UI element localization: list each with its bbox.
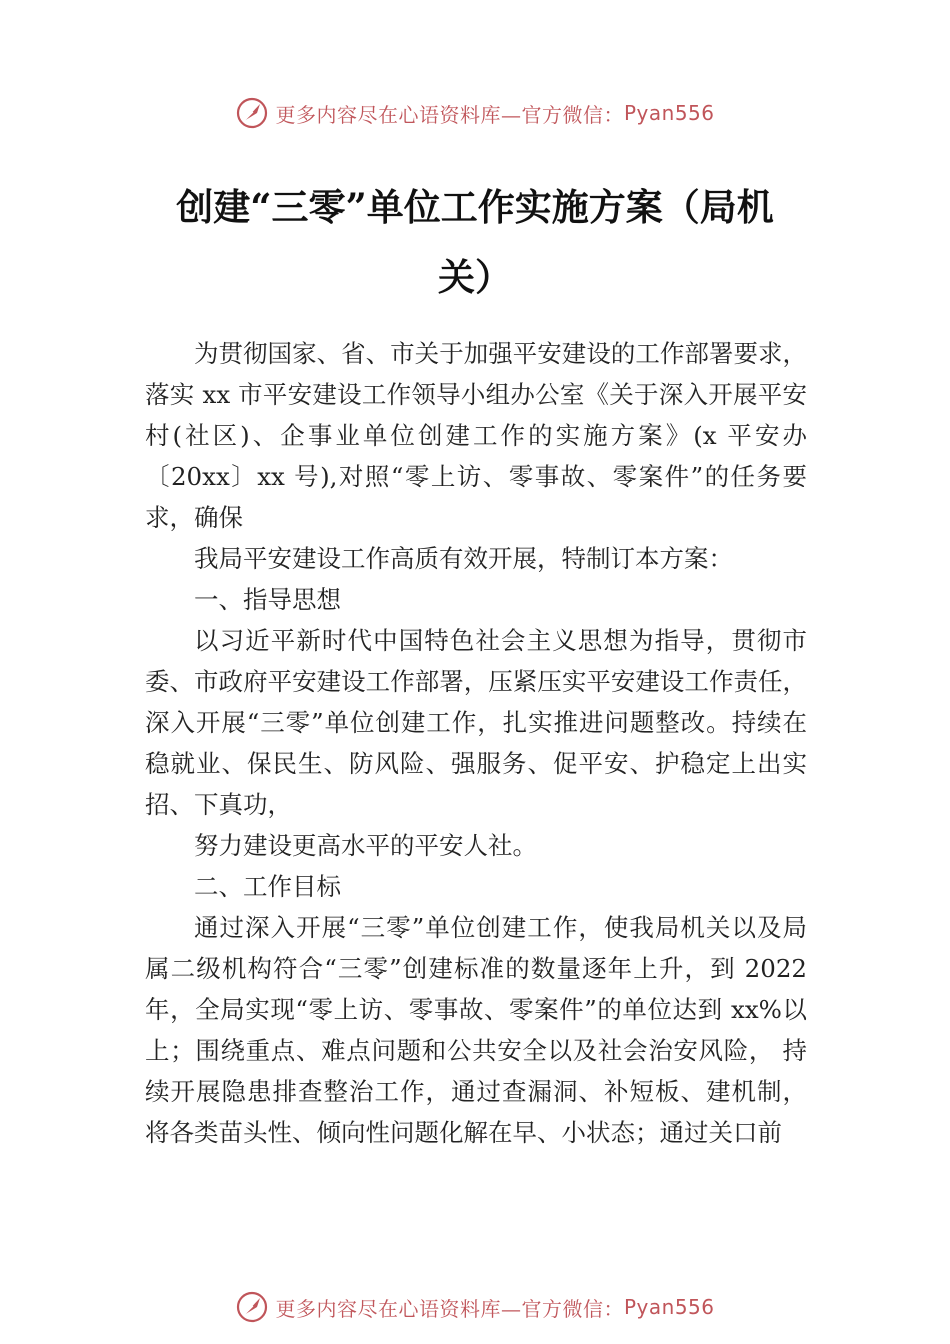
paragraph-purpose: 我局平安建设工作高质有效开展，特制订本方案： bbox=[194, 544, 733, 573]
document-title: 创建“三零”单位工作实施方案（局机关） bbox=[176, 185, 774, 299]
section-heading-work-goals: 二、工作目标 bbox=[194, 872, 341, 901]
banner-text: 更多内容尽在心语资料库—官方微信： bbox=[275, 1296, 624, 1321]
quill-logo-icon bbox=[235, 96, 269, 130]
paragraph-work-goals: 通过深入开展“三零”单位创建工作，使我局机关以及局属二级机构符合“三零”创建标准的数量逐年上升，到 2022 年，全局实现“零上访、零事故、零案件”的单位达到 xx%以上；围绕重点、难点问题和公共安全以及社会治安风险， 持续开展隐患排查整治工作，通过查漏洞、补短板、建机制， 将各类苗头性、倾向性问题化解在早、小状态；通过关口前 bbox=[145, 913, 807, 1147]
paragraph-intro: 为贯彻国家、省、市关于加强平安建设的工作部署要求，落实 xx 市平安建设工作领导小组办公室《关于深入开展平安村(社区)、企事业单位创建工作的实施方案》(x 平安办〔20xx〕xx 号),对照“零上访、零事故、零案件”的任务要求，确保 bbox=[145, 339, 807, 532]
banner-wechat-id: Pyan556 bbox=[623, 1295, 715, 1319]
section-heading-guiding-ideology: 一、指导思想 bbox=[194, 585, 341, 614]
header-banner bbox=[0, 96, 950, 130]
banner-wechat-id: Pyan556 bbox=[623, 101, 715, 125]
banner-text: 更多内容尽在心语资料库—官方微信： bbox=[275, 102, 624, 127]
paragraph-guiding-ideology: 以习近平新时代中国特色社会主义思想为指导，贯彻市委、市政府平安建设工作部署，压紧压实平安建设工作责任，深入开展“三零”单位创建工作，扎实推进问题整改。持续在稳就业、保民生、防风险、强服务、促平安、护稳定上出实招、下真功， bbox=[145, 626, 807, 819]
document-body bbox=[145, 333, 807, 1153]
footer-banner bbox=[0, 1290, 950, 1324]
paragraph-guiding-ideology-end: 努力建设更高水平的平安人社。 bbox=[194, 831, 537, 860]
quill-logo-icon bbox=[235, 1290, 269, 1324]
